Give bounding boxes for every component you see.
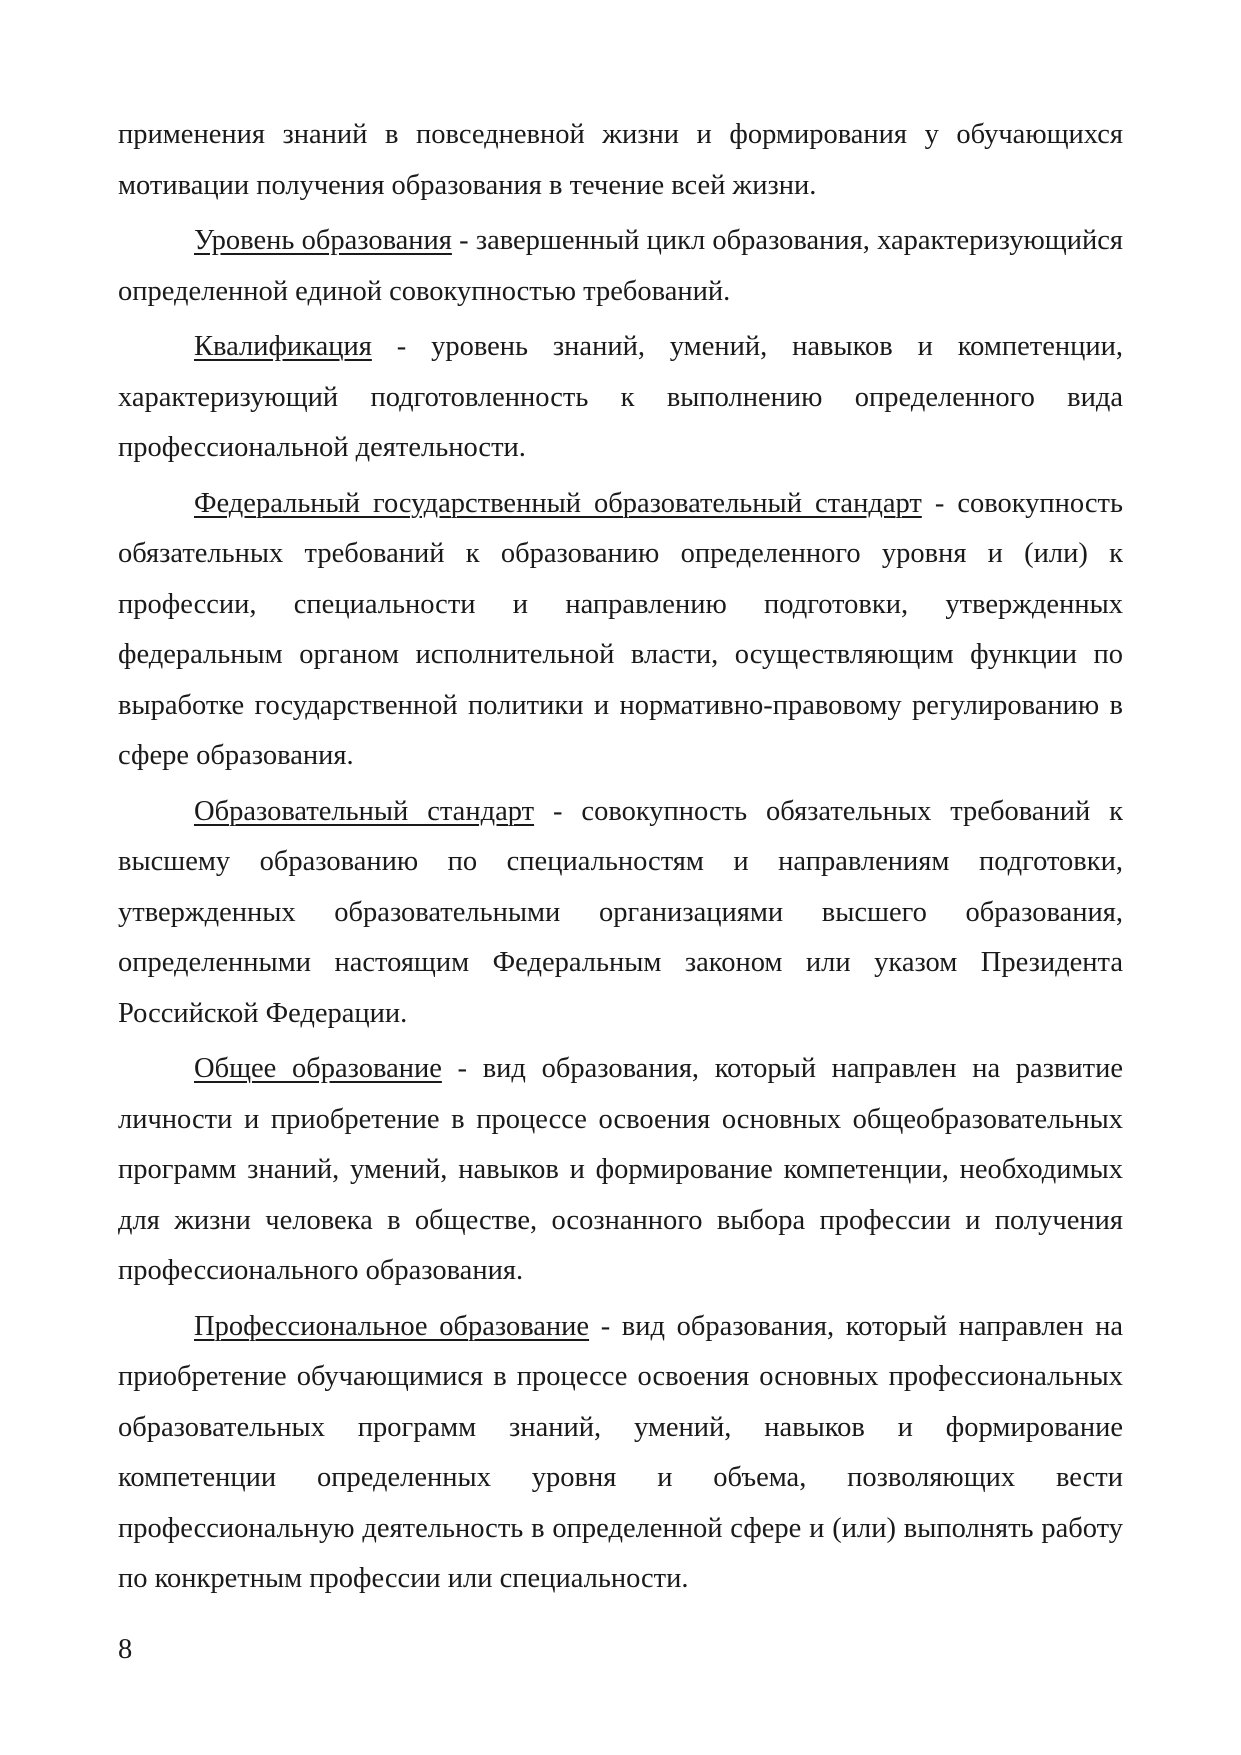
definition-education-level bbox=[118, 216, 1123, 317]
definition-text: - совокупность обязательных требований к высшему образованию по специальностям и направлениям подготовки, утвержденных образовательными организациями высшего образования, определенными настоящим Федеральным законом или указом Президента Российской Федерации. bbox=[118, 795, 1123, 1029]
definition-professional-education bbox=[118, 1302, 1123, 1605]
definition-text: - завершенный цикл образования, характеризующийся определенной единой совокупностью требований. bbox=[118, 225, 1124, 307]
definition-general-education bbox=[118, 1044, 1123, 1297]
page-number: 8 bbox=[118, 1634, 133, 1665]
term-qualification: Квалификация bbox=[194, 331, 372, 362]
paragraph-text: применения знаний в повседневной жизни и формирования у обучающихся мотивации получения образования в течение всей жизни. bbox=[118, 119, 1123, 201]
definition-text: - уровень знаний, умений, навыков и компетенции, характеризующий подготовленность к выполнению определенного вида профессиональной деятельности. bbox=[118, 331, 1123, 463]
definition-text: - вид образования, который направлен на приобретение обучающимися в процессе освоения основных профессиональных образовательных программ знаний, умений, навыков и формирование компетенции определенных уровня и объема, позволяющих вести профессиональную деятельность в определенной сфере и (или) выполнять работу по конкретным профессии или специальности. bbox=[118, 1310, 1123, 1594]
term-education-level: Уровень образования bbox=[194, 225, 452, 256]
page-body bbox=[118, 110, 1123, 1610]
term-federal-standard: Федеральный государственный образовательный стандарт bbox=[194, 487, 922, 519]
term-general-education: Общее образование bbox=[194, 1053, 442, 1084]
term-educational-standard: Образовательный стандарт bbox=[194, 795, 535, 827]
term-professional-education: Профессиональное образование bbox=[194, 1310, 590, 1342]
definition-federal-standard bbox=[118, 479, 1123, 782]
definition-text: - совокупность обязательных требований к образованию определенного уровня и (или) к профессии, специальности и направлению подготовки, утвержденных федеральным органом исполнительной власти, осуществляющим функции по выработке государственной политики и нормативно-правовому регулированию в сфере образования. bbox=[118, 487, 1123, 771]
definition-qualification bbox=[118, 322, 1123, 474]
paragraph-continuation bbox=[118, 110, 1123, 211]
definition-text: - вид образования, который направлен на развитие личности и приобретение в процессе освоения основных общеобразовательных программ знаний, умений, навыков и формирование компетенции, необходимых для жизни человека в обществе, осознанного выбора профессии и получения профессионального образования. bbox=[118, 1053, 1123, 1286]
definition-educational-standard bbox=[118, 787, 1123, 1040]
